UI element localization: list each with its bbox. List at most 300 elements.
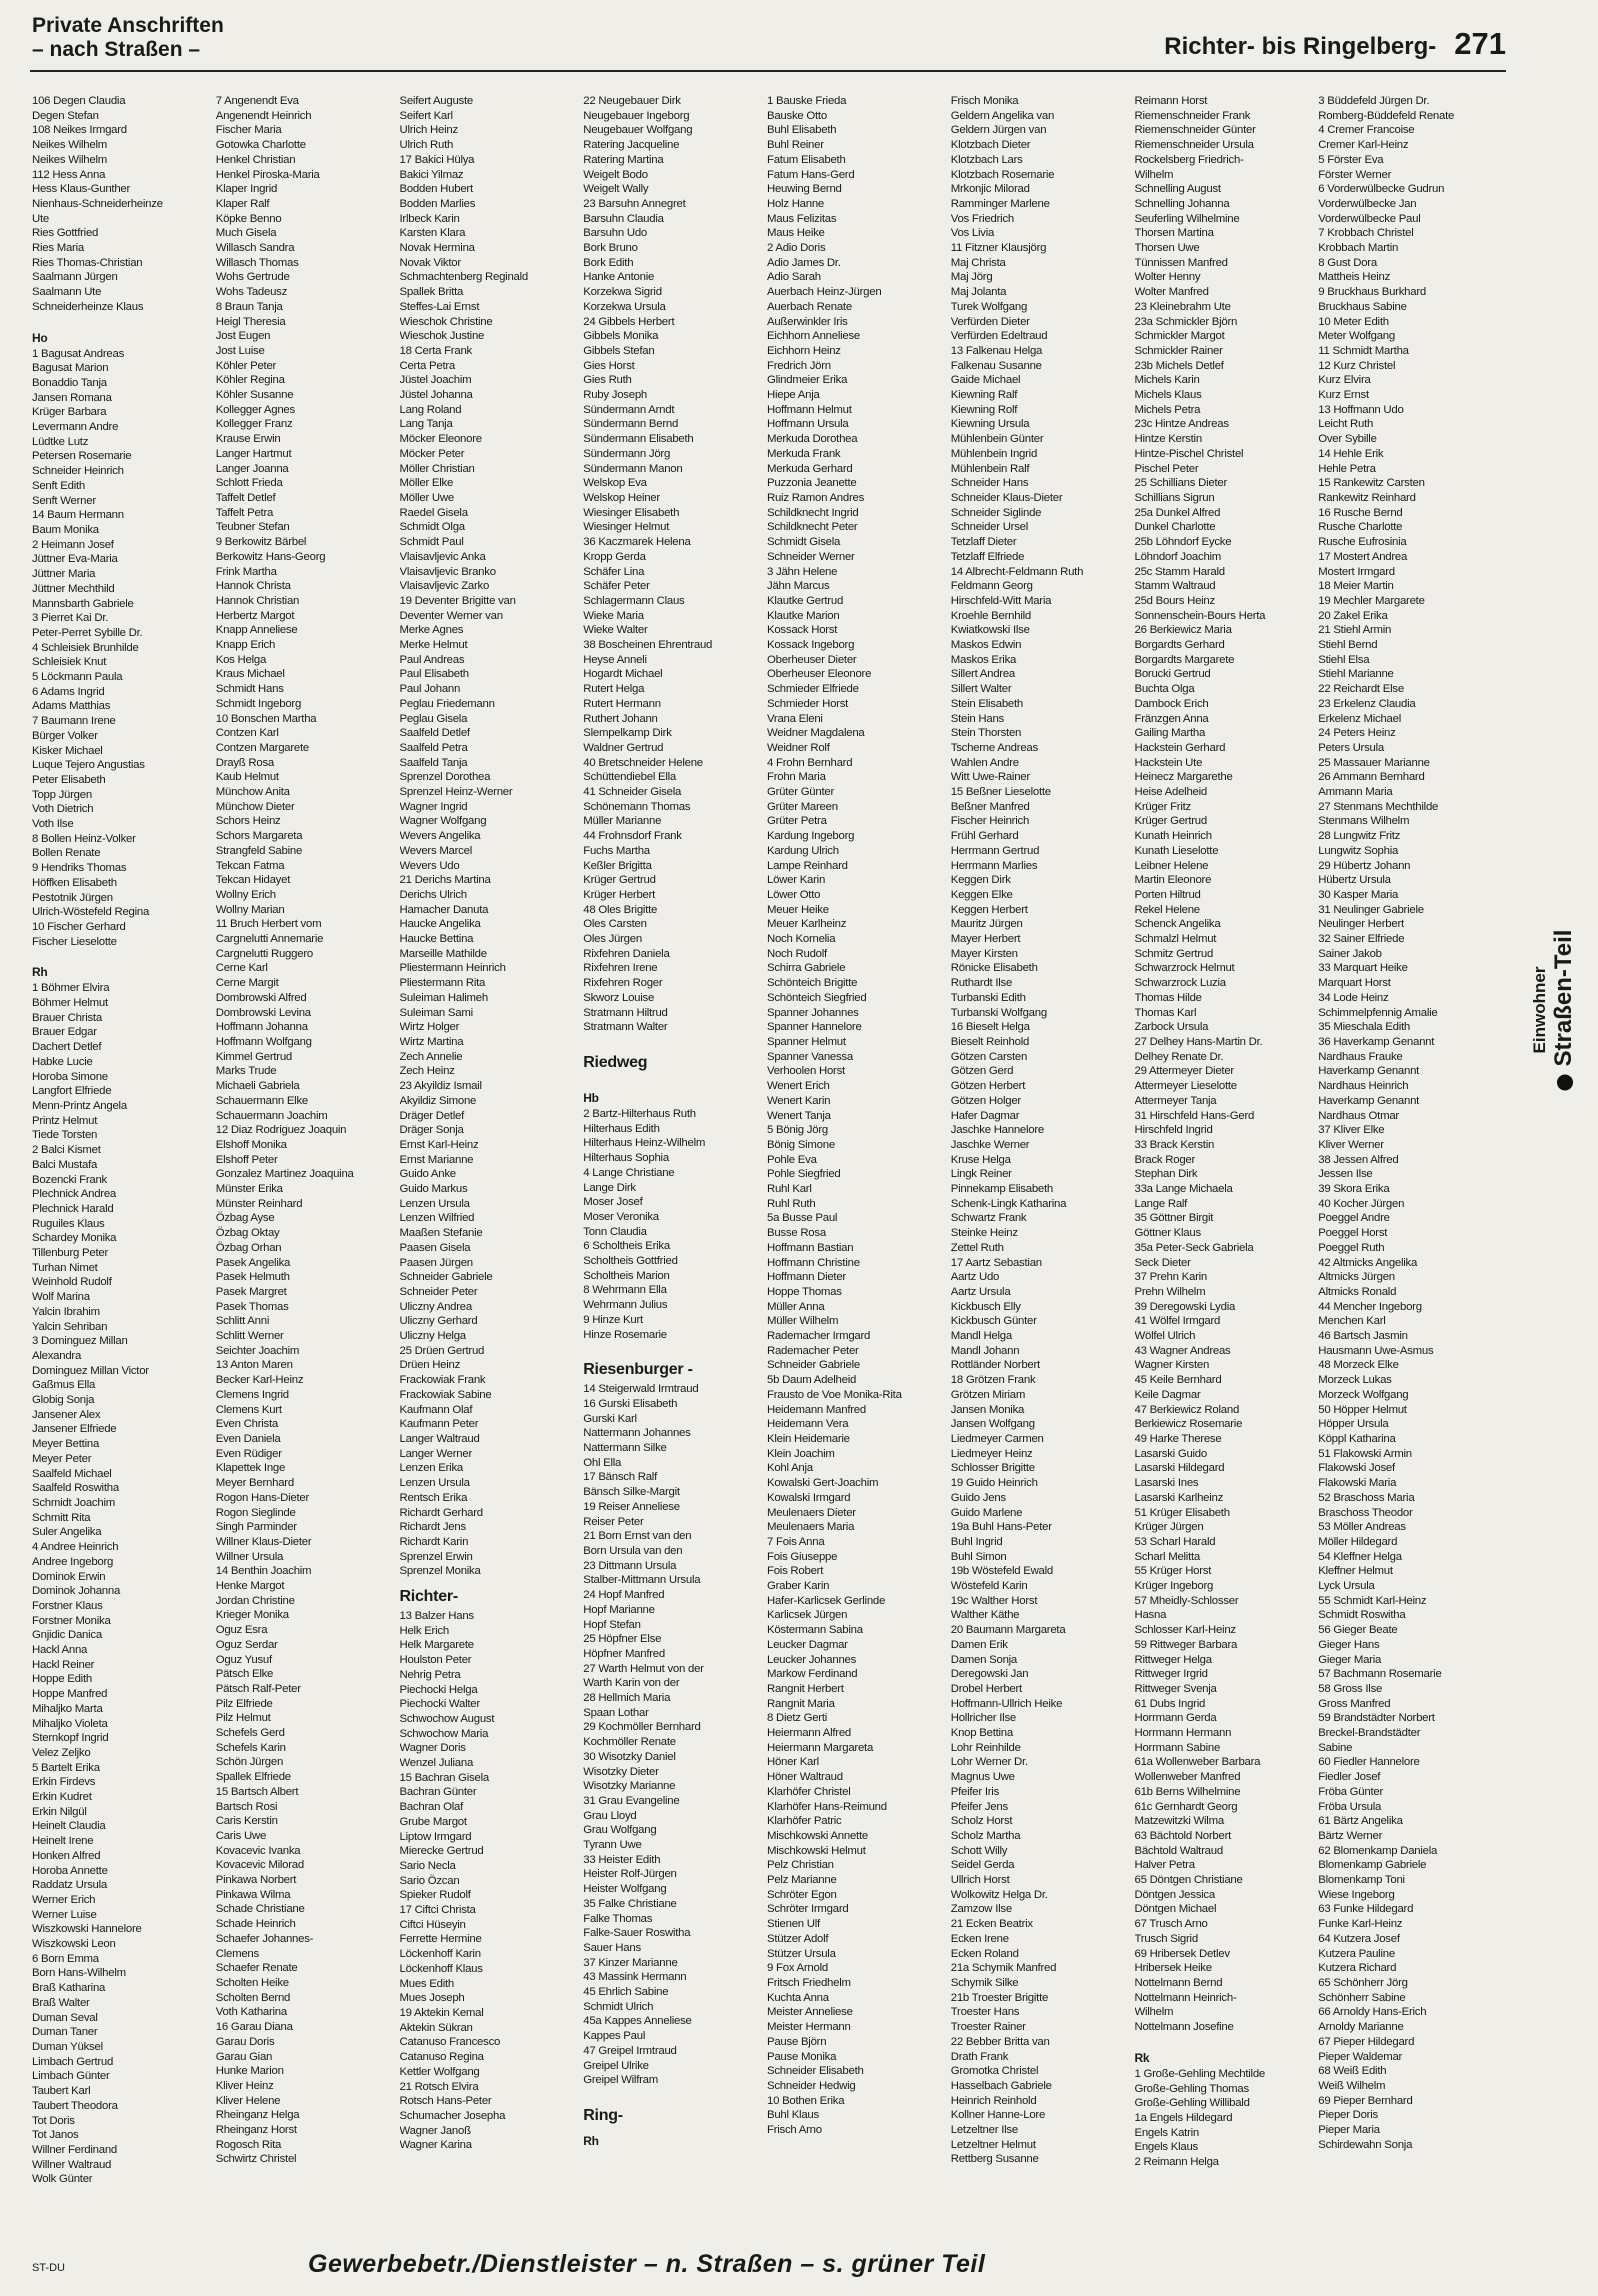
- resident-entry: Lenzen Erika: [399, 1462, 463, 1475]
- resident-entry: Cremer Karl-Heinz: [1318, 139, 1409, 152]
- resident-entry: 6 Scholtheis Erika: [583, 1240, 670, 1253]
- resident-entry: Weiß Wilhelm: [1318, 2079, 1386, 2092]
- resident-entry: 28 Lungwitz Fritz: [1318, 830, 1401, 843]
- resident-entry: Michels Klaus: [1134, 389, 1202, 402]
- resident-entry: Wieschok Justine: [399, 330, 485, 343]
- resident-entry: 61c Gernhardt Georg: [1134, 1800, 1238, 1813]
- resident-entry: Götzen Gerd: [950, 1065, 1014, 1078]
- resident-entry: 35 Göttner Birgit: [1134, 1212, 1214, 1225]
- resident-entry: Grüter Petra: [767, 815, 827, 828]
- resident-entry: Möller Hildegard: [1318, 1535, 1398, 1548]
- resident-entry: Peglau Gisela: [399, 712, 468, 725]
- resident-entry: Gotowka Charlotte: [215, 139, 306, 152]
- resident-entry: Oberheuser Eleonore: [767, 668, 872, 681]
- resident-entry: Yalcin Sehriban: [32, 1320, 108, 1333]
- resident-entry: Ernst Marianne: [399, 1153, 474, 1166]
- resident-entry: Pätsch Elke: [215, 1668, 274, 1681]
- resident-entry: Bozencki Frank: [32, 1173, 107, 1186]
- resident-entry: Flakowski Maria: [1318, 1477, 1397, 1490]
- resident-entry: Klautke Marion: [767, 609, 840, 622]
- resident-entry: Sario Özcan: [399, 1874, 460, 1887]
- resident-entry: Oguz Yusuf: [215, 1653, 272, 1666]
- resident-entry: Kappes Paul: [583, 2030, 646, 2043]
- resident-entry: Merkuda Gerhard: [767, 462, 853, 475]
- resident-entry: 20 Baumann Margareta: [950, 1624, 1066, 1637]
- resident-entry: 23a Schmickler Björn: [1134, 315, 1238, 328]
- resident-entry: 21 Born Ernst van den: [583, 1530, 692, 1543]
- resident-entry: Kutzera Pauline: [1318, 1947, 1395, 1960]
- resident-entry: Catanuso Regina: [399, 2051, 484, 2064]
- resident-entry: Dambock Erich: [1134, 697, 1209, 710]
- resident-entry: Lasarski Guido: [1134, 1447, 1207, 1460]
- resident-entry: Peters Ursula: [1318, 741, 1385, 754]
- resident-entry: Aartz Ursula: [950, 1285, 1011, 1298]
- resident-entry: Dombrowski Alfred: [215, 991, 307, 1004]
- resident-entry: Barsuhn Udo: [583, 227, 647, 240]
- resident-entry: Wenert Tanja: [767, 1109, 831, 1122]
- resident-entry: Sario Necla: [399, 1859, 456, 1872]
- resident-entry: Haucke Angelika: [399, 918, 481, 931]
- resident-entry: Noch Kornelia: [767, 933, 836, 946]
- resident-entry: 25 Höpfner Else: [583, 1633, 662, 1646]
- resident-entry: Schneiderheinze Klaus: [32, 300, 144, 313]
- resident-entry: Wilhelm: [1134, 2006, 1174, 2019]
- resident-entry: Borgardts Gerhard: [1134, 639, 1225, 652]
- resident-entry: 69 Hribersek Detlev: [1134, 1947, 1230, 1960]
- resident-entry: Kutzera Richard: [1318, 1962, 1397, 1975]
- resident-entry: Willner Waltraud: [32, 2158, 112, 2171]
- resident-entry: Klotzbach Rosemarie: [950, 168, 1055, 181]
- resident-entry: Zech Heinz: [399, 1065, 455, 1078]
- resident-entry: Luque Tejero Angustias: [32, 759, 145, 772]
- resident-entry: Klarhöfer Christel: [767, 1785, 851, 1798]
- resident-entry: 40 Kocher Jürgen: [1318, 1197, 1405, 1210]
- resident-entry: Grötzen Miriam: [950, 1388, 1026, 1401]
- resident-entry: Ramminger Marlene: [950, 197, 1050, 210]
- resident-entry: Buhl Klaus: [767, 2109, 819, 2122]
- resident-entry: Haverkamp Genannt: [1318, 1094, 1420, 1107]
- resident-entry: Grüter Günter: [767, 786, 835, 799]
- resident-entry: Meuer Heike: [767, 903, 829, 916]
- resident-entry: Wölfel Ulrich: [1134, 1330, 1196, 1343]
- resident-entry: 25c Stamm Harald: [1134, 565, 1225, 578]
- resident-entry: Keßler Brigitta: [583, 859, 652, 872]
- resident-entry: 19 Deventer Brigitte van: [399, 594, 516, 607]
- resident-entry: Rettberg Susanne: [950, 2153, 1039, 2166]
- resident-entry: Keggen Dirk: [950, 874, 1011, 887]
- resident-entry: Kruse Helga: [950, 1153, 1011, 1166]
- resident-entry: Krüger Gertrud: [1134, 815, 1207, 828]
- resident-entry: Witt Uwe-Rainer: [950, 771, 1030, 784]
- resident-entry: Schors Margareta: [215, 830, 303, 843]
- resident-entry: Spieker Rudolf: [399, 1889, 471, 1902]
- resident-entry: Drayß Rosa: [215, 756, 275, 769]
- resident-entry: Wilhelm: [1134, 168, 1174, 181]
- resident-entry: 25d Bours Heinz: [1134, 594, 1215, 607]
- resident-entry: 19c Walther Horst: [950, 1594, 1038, 1607]
- resident-entry: Spallek Britta: [399, 286, 464, 299]
- resident-entry: Lasarski Hildegard: [1134, 1462, 1225, 1475]
- resident-entry: Dachert Detlef: [32, 1041, 102, 1054]
- resident-entry: Garau Doris: [215, 2035, 275, 2048]
- resident-entry: Schmickler Margot: [1134, 330, 1225, 343]
- resident-entry: Tot Doris: [32, 2114, 75, 2127]
- resident-entry: Petersen Rosemarie: [32, 450, 132, 463]
- resident-entry: 21 Ecken Beatrix: [950, 1918, 1033, 1931]
- resident-entry: Kunath Lieselotte: [1134, 844, 1219, 857]
- resident-entry: Köhler Regina: [215, 374, 285, 387]
- resident-entry: 13 Anton Maren: [215, 1359, 293, 1372]
- resident-entry: Bönig Simone: [767, 1138, 835, 1151]
- resident-entry: Drüen Heinz: [399, 1359, 461, 1372]
- resident-entry: Mayer Herbert: [950, 933, 1021, 946]
- resident-entry: 4 Lange Christiane: [583, 1166, 675, 1179]
- district-code: Rh: [583, 2134, 599, 2148]
- resident-entry: Große-Gehling Willibald: [1134, 2097, 1250, 2110]
- resident-entry: Schneider Elisabeth: [767, 2065, 864, 2078]
- resident-entry: Heister Wolfgang: [583, 1883, 667, 1896]
- resident-entry: Blomenkamp Toni: [1318, 1874, 1405, 1887]
- resident-entry: Fois Robert: [767, 1565, 824, 1578]
- column-8: [1318, 94, 1502, 2224]
- resident-entry: Gonzalez Martinez Joaquina: [215, 1168, 354, 1181]
- side-tab-title: Straßen-Teil: [1550, 929, 1577, 1067]
- resident-entry: 47 Greipel Irmtraud: [583, 2044, 677, 2057]
- resident-entry: Gurski Karl: [583, 1412, 637, 1425]
- resident-entry: Schmieder Horst: [767, 697, 849, 710]
- resident-entry: 21 Rotsch Elvira: [399, 2080, 479, 2093]
- resident-entry: Letzeltner Ilse: [950, 2124, 1018, 2137]
- resident-entry: Bartsch Rosi: [215, 1800, 278, 1813]
- resident-entry: 45 Ehrlich Sabine: [583, 1986, 669, 1999]
- resident-entry: Willner Ferdinand: [32, 2143, 118, 2156]
- footer-code: ST-DU: [32, 2262, 65, 2274]
- resident-entry: Lyck Ursula: [1318, 1580, 1375, 1593]
- resident-entry: Frisch Monika: [950, 95, 1019, 107]
- resident-entry: Schmalzl Helmut: [1134, 933, 1217, 946]
- resident-entry: Wagner Ingrid: [399, 800, 468, 813]
- resident-entry: Bachran Olaf: [399, 1801, 463, 1814]
- resident-entry: Pinnekamp Elisabeth: [950, 1183, 1054, 1196]
- resident-entry: 6 Adams Ingrid: [32, 685, 105, 698]
- resident-entry: Hribersek Heike: [1134, 1962, 1212, 1975]
- resident-entry: 4 Andree Heinrich: [32, 1541, 119, 1554]
- resident-entry: Löwer Karin: [767, 874, 826, 887]
- resident-entry: Blomenkamp Gabriele: [1318, 1859, 1427, 1872]
- column-5: [767, 94, 951, 2224]
- resident-entry: Schneider Gabriele: [399, 1271, 493, 1284]
- resident-entry: Dominguez Millan Victor: [32, 1364, 149, 1377]
- resident-entry: Müller Wilhelm: [767, 1315, 839, 1328]
- resident-entry: 33a Lange Michaela: [1134, 1183, 1233, 1196]
- resident-entry: Jüstel Johanna: [399, 389, 473, 402]
- resident-entry: Born Ursula van den: [583, 1544, 683, 1557]
- resident-entry: Münster Erika: [215, 1183, 283, 1196]
- column-7: [1135, 94, 1319, 2224]
- column-3: [400, 94, 584, 2224]
- resident-entry: Suler Angelika: [32, 1526, 102, 1539]
- resident-entry: 2 Bartz-Hilterhaus Ruth: [583, 1108, 696, 1120]
- resident-entry: Prehn Wilhelm: [1134, 1285, 1206, 1298]
- resident-entry: Forstner Monika: [32, 1614, 111, 1627]
- resident-entry: Willner Klaus-Dieter: [215, 1535, 312, 1548]
- resident-entry: Rittweger Helga: [1134, 1653, 1212, 1666]
- resident-entry: Borgardts Margarete: [1134, 653, 1235, 666]
- resident-entry: Riemenschneider Frank: [1134, 109, 1251, 122]
- resident-entry: Wieke Walter: [583, 624, 648, 637]
- resident-entry: Engels Klaus: [1134, 2141, 1198, 2154]
- resident-entry: Guido Jens: [950, 1491, 1006, 1504]
- resident-entry: Kimmel Gertrud: [215, 1050, 293, 1063]
- resident-entry: Rixfehren Roger: [583, 977, 663, 990]
- resident-entry: Höffken Elisabeth: [32, 876, 117, 889]
- resident-entry: Hoppe Edith: [32, 1673, 92, 1686]
- resident-entry: Taubert Karl: [32, 2085, 91, 2098]
- resident-entry: Oberheuser Dieter: [767, 653, 857, 666]
- resident-entry: 41 Schneider Gisela: [583, 786, 682, 799]
- resident-entry: Horoba Annette: [32, 1864, 108, 1877]
- resident-entry: Willner Ursula: [215, 1550, 284, 1563]
- resident-entry: Lampe Reinhard: [767, 859, 848, 872]
- resident-entry: 11 Bruch Herbert vom: [215, 918, 322, 931]
- resident-entry: Wirtz Martina: [399, 1036, 464, 1048]
- resident-entry: Wagner Doris: [399, 1742, 466, 1755]
- resident-entry: 24 Gibbels Herbert: [583, 315, 675, 328]
- resident-entry: Raedel Gisela: [399, 506, 468, 519]
- resident-entry: 53 Möller Andreas: [1318, 1521, 1406, 1534]
- spacer: [32, 315, 212, 325]
- resident-entry: 42 Altmicks Angelika: [1318, 1256, 1418, 1269]
- resident-entry: Turek Wolfgang: [950, 300, 1028, 313]
- resident-entry: Buhl Simon: [950, 1550, 1007, 1563]
- resident-entry: Außerwinkler Iris: [767, 315, 848, 328]
- resident-entry: Grüter Mareen: [767, 800, 838, 813]
- resident-entry: Stein Hans: [950, 712, 1004, 725]
- resident-entry: Andree Ingeborg: [32, 1555, 114, 1568]
- resident-entry: 46 Bartsch Jasmin: [1318, 1330, 1408, 1343]
- resident-entry: Krause Erwin: [215, 433, 281, 446]
- resident-entry: Schröter Egon: [767, 1888, 837, 1901]
- resident-entry: 13 Balzer Hans: [399, 1610, 474, 1623]
- resident-entry: Weidner Magdalena: [767, 727, 865, 740]
- resident-entry: Sündermann Arndt: [583, 403, 675, 416]
- resident-entry: 4 Schleisiek Brunhilde: [32, 641, 139, 654]
- resident-entry: Kliver Werner: [1318, 1138, 1384, 1151]
- resident-entry: Haverkamp Genannt: [1318, 1065, 1420, 1078]
- resident-entry: Heinelt Claudia: [32, 1820, 106, 1833]
- resident-entry: Hehle Petra: [1318, 462, 1376, 475]
- resident-entry: Gailing Martha: [1134, 727, 1206, 740]
- resident-entry: Schneider Hans: [950, 477, 1029, 490]
- resident-entry: 21 Stiehl Armin: [1318, 624, 1392, 637]
- resident-entry: Schildknecht Ingrid: [767, 506, 859, 519]
- resident-entry: 36 Haverkamp Genannt: [1318, 1036, 1435, 1048]
- resident-entry: Hübertz Ursula: [1318, 874, 1391, 887]
- resident-entry: Kickbusch Günter: [950, 1315, 1037, 1328]
- resident-entry: Meyer Bettina: [32, 1438, 100, 1451]
- resident-entry: Geldern Angelika van: [950, 109, 1055, 122]
- resident-entry: Steffes-Lai Ernst: [399, 300, 480, 313]
- resident-entry: Lasarski Karlheinz: [1134, 1491, 1224, 1504]
- resident-entry: Meulenaers Maria: [767, 1521, 855, 1534]
- resident-entry: 5 Bönig Jörg: [767, 1124, 828, 1137]
- resident-entry: Senft Edith: [32, 479, 85, 492]
- resident-entry: Ute: [32, 212, 49, 225]
- resident-entry: Neikes Wilhelm: [32, 153, 107, 166]
- resident-entry: Funke Karl-Heinz: [1318, 1918, 1403, 1931]
- resident-entry: Teubner Stefan: [215, 521, 290, 534]
- resident-entry: Reiser Peter: [583, 1515, 644, 1528]
- resident-entry: Schauermann Joachim: [215, 1109, 328, 1122]
- resident-entry: Schüttendiebel Ella: [583, 771, 677, 784]
- resident-entry: 37 Kinzer Marianne: [583, 1956, 678, 1969]
- resident-entry: Attermeyer Lieselotte: [1134, 1080, 1237, 1093]
- resident-entry: Krüger Fritz: [1134, 800, 1191, 813]
- resident-entry: Krüger Jürgen: [1134, 1521, 1204, 1534]
- resident-entry: Fatum Elisabeth: [767, 153, 846, 166]
- resident-entry: Höner Karl: [767, 1756, 819, 1769]
- resident-entry: Heinecz Margarethe: [1134, 771, 1233, 784]
- resident-entry: Schlitt Anni: [215, 1315, 270, 1328]
- resident-entry: Turhan Nimet: [32, 1261, 98, 1274]
- resident-entry: Pinkawa Norbert: [215, 1874, 297, 1887]
- resident-entry: Wisotzky Marianne: [583, 1780, 676, 1793]
- resident-entry: Morzeck Wolfgang: [1318, 1388, 1409, 1401]
- resident-entry: Köstermann Sabina: [767, 1624, 863, 1637]
- resident-entry: 33 Heister Edith: [583, 1853, 661, 1866]
- resident-entry: 1 Bauske Frieda: [767, 95, 847, 107]
- resident-entry: Kollner Hanne-Lore: [950, 2109, 1046, 2122]
- resident-entry: Schwochow Maria: [399, 1727, 489, 1740]
- resident-entry: Letzeltner Helmut: [950, 2138, 1036, 2151]
- resident-entry: Paasen Jürgen: [399, 1256, 473, 1269]
- resident-entry: 55 Schmidt Karl-Heinz: [1318, 1594, 1427, 1607]
- resident-entry: Wisotzky Dieter: [583, 1765, 659, 1778]
- resident-entry: Arnoldy Marianne: [1318, 2021, 1404, 2034]
- district-code: Hb: [583, 1091, 599, 1105]
- resident-entry: Stamm Waltraud: [1134, 580, 1216, 593]
- resident-entry: 64 Kutzera Josef: [1318, 1932, 1400, 1945]
- resident-entry: Korzekwa Ursula: [583, 300, 666, 313]
- resident-entry: 37 Prehn Karin: [1134, 1271, 1207, 1284]
- resident-entry: Taffelt Petra: [215, 506, 274, 519]
- resident-entry: Rheinganz Horst: [215, 2124, 297, 2137]
- resident-entry: Jüttner Mechthild: [32, 582, 115, 595]
- resident-entry: Werner Erich: [32, 1893, 96, 1906]
- resident-entry: Kollegger Franz: [215, 418, 293, 431]
- resident-entry: Marquart Horst: [1318, 977, 1391, 990]
- resident-entry: Bakici Yilmaz: [399, 168, 464, 181]
- resident-entry: Heinrich Reinhold: [950, 2094, 1037, 2107]
- resident-entry: Rogosch Rita: [215, 2138, 282, 2151]
- resident-entry: Frausto de Voe Monika-Rita: [767, 1388, 902, 1401]
- resident-entry: Cerne Karl: [215, 962, 268, 975]
- resident-entry: Maus Felizitas: [767, 212, 837, 225]
- resident-entry: 12 Kurz Christel: [1318, 359, 1396, 372]
- resident-entry: Uliczny Helga: [399, 1330, 466, 1343]
- resident-entry: Münchow Dieter: [215, 800, 295, 813]
- resident-entry: Ries Thomas-Christian: [32, 256, 143, 269]
- resident-entry: Keggen Herbert: [950, 903, 1028, 916]
- resident-entry: Sauer Hans: [583, 1941, 641, 1954]
- resident-entry: 69 Pieper Bernhard: [1318, 2094, 1413, 2107]
- resident-entry: Mrkonjic Milorad: [950, 183, 1030, 196]
- resident-entry: Voth Dietrich: [32, 803, 94, 816]
- resident-entry: Schymik Silke: [950, 1977, 1019, 1989]
- resident-entry: 53 Scharl Harald: [1134, 1535, 1216, 1548]
- resident-entry: Rockelsberg Friedrich-: [1134, 153, 1244, 166]
- resident-entry: Schnelling Johanna: [1134, 197, 1230, 210]
- resident-entry: Bächtold Waltraud: [1134, 1844, 1223, 1857]
- resident-entry: Wahlen Andre: [950, 756, 1019, 769]
- resident-entry: 5b Daum Adelheid: [767, 1374, 857, 1387]
- resident-entry: Eichhorn Anneliese: [767, 330, 861, 343]
- resident-entry: Hackstein Ute: [1134, 756, 1203, 769]
- resident-entry: 10 Bonschen Martha: [215, 712, 317, 725]
- resident-entry: Nehrig Petra: [399, 1668, 461, 1681]
- resident-entry: Suleiman Halimeh: [399, 991, 488, 1004]
- resident-entry: Schors Heinz: [215, 815, 281, 828]
- resident-entry: Ulrich Ruth: [399, 139, 454, 152]
- resident-entry: Klein Joachim: [767, 1447, 835, 1460]
- resident-entry: Fischer Heinrich: [950, 815, 1030, 828]
- resident-entry: 55 Krüger Horst: [1134, 1565, 1212, 1578]
- resident-entry: Stalber-Mittmann Ursula: [583, 1574, 701, 1587]
- resident-entry: 51 Krüger Elisabeth: [1134, 1506, 1230, 1519]
- resident-entry: 36 Kaczmarek Helena: [583, 536, 691, 549]
- resident-entry: 30 Wisotzky Daniel: [583, 1750, 676, 1763]
- resident-entry: Stein Elisabeth: [950, 697, 1023, 710]
- resident-entry: Hackl Anna: [32, 1644, 88, 1657]
- resident-entry: 39 Deregowski Lydia: [1134, 1300, 1236, 1313]
- resident-entry: Dräger Detlef: [399, 1109, 464, 1122]
- resident-entry: Schwirtz Christel: [215, 2153, 297, 2166]
- resident-entry: Marks Trude: [215, 1065, 277, 1078]
- resident-entry: 13 Falkenau Helga: [950, 344, 1043, 357]
- resident-entry: Engels Katrin: [1134, 2126, 1199, 2139]
- resident-entry: Verfürden Edeltraud: [950, 330, 1048, 343]
- resident-entry: Weidner Rolf: [767, 741, 830, 754]
- resident-entry: Wevers Angelika: [399, 830, 481, 843]
- resident-entry: Ruby Joseph: [583, 389, 647, 402]
- resident-entry: Ecken Roland: [950, 1947, 1019, 1960]
- resident-entry: Spanner Helmut: [767, 1036, 846, 1048]
- resident-entry: Wenert Karin: [767, 1094, 831, 1107]
- resident-entry: Hoffmann-Ullrich Heike: [950, 1697, 1063, 1710]
- resident-entry: Globig Sonja: [32, 1394, 95, 1407]
- resident-entry: Stiehl Marianne: [1318, 668, 1394, 681]
- resident-entry: Ammann Maria: [1318, 786, 1393, 799]
- resident-entry: Schwarzrock Luzia: [1134, 977, 1226, 990]
- resident-entry: Elshoff Monika: [215, 1138, 287, 1151]
- resident-entry: Glindmeier Erika: [767, 374, 848, 387]
- resident-entry: Bachran Günter: [399, 1786, 477, 1799]
- resident-entry: Kossack Horst: [767, 624, 838, 637]
- resident-entry: Sainer Jakob: [1318, 947, 1382, 960]
- resident-entry: Schäfer Peter: [583, 580, 650, 593]
- resident-entry: Löckenhoff Klaus: [399, 1962, 483, 1975]
- resident-entry: Schneider Klaus-Dieter: [950, 491, 1063, 504]
- resident-entry: Fiedler Josef: [1318, 1771, 1381, 1784]
- resident-entry: Breckel-Brandstädter: [1318, 1727, 1421, 1740]
- resident-entry: Kowalski Irmgard: [767, 1491, 851, 1504]
- resident-entry: Willasch Thomas: [215, 256, 299, 269]
- resident-entry: Bork Bruno: [583, 242, 638, 255]
- resident-entry: Schneider Ursel: [950, 521, 1029, 534]
- resident-entry: Fredrich Jörn: [767, 359, 831, 372]
- resident-entry: Gibbels Monika: [583, 330, 659, 343]
- resident-entry: 14 Hehle Erik: [1318, 447, 1384, 460]
